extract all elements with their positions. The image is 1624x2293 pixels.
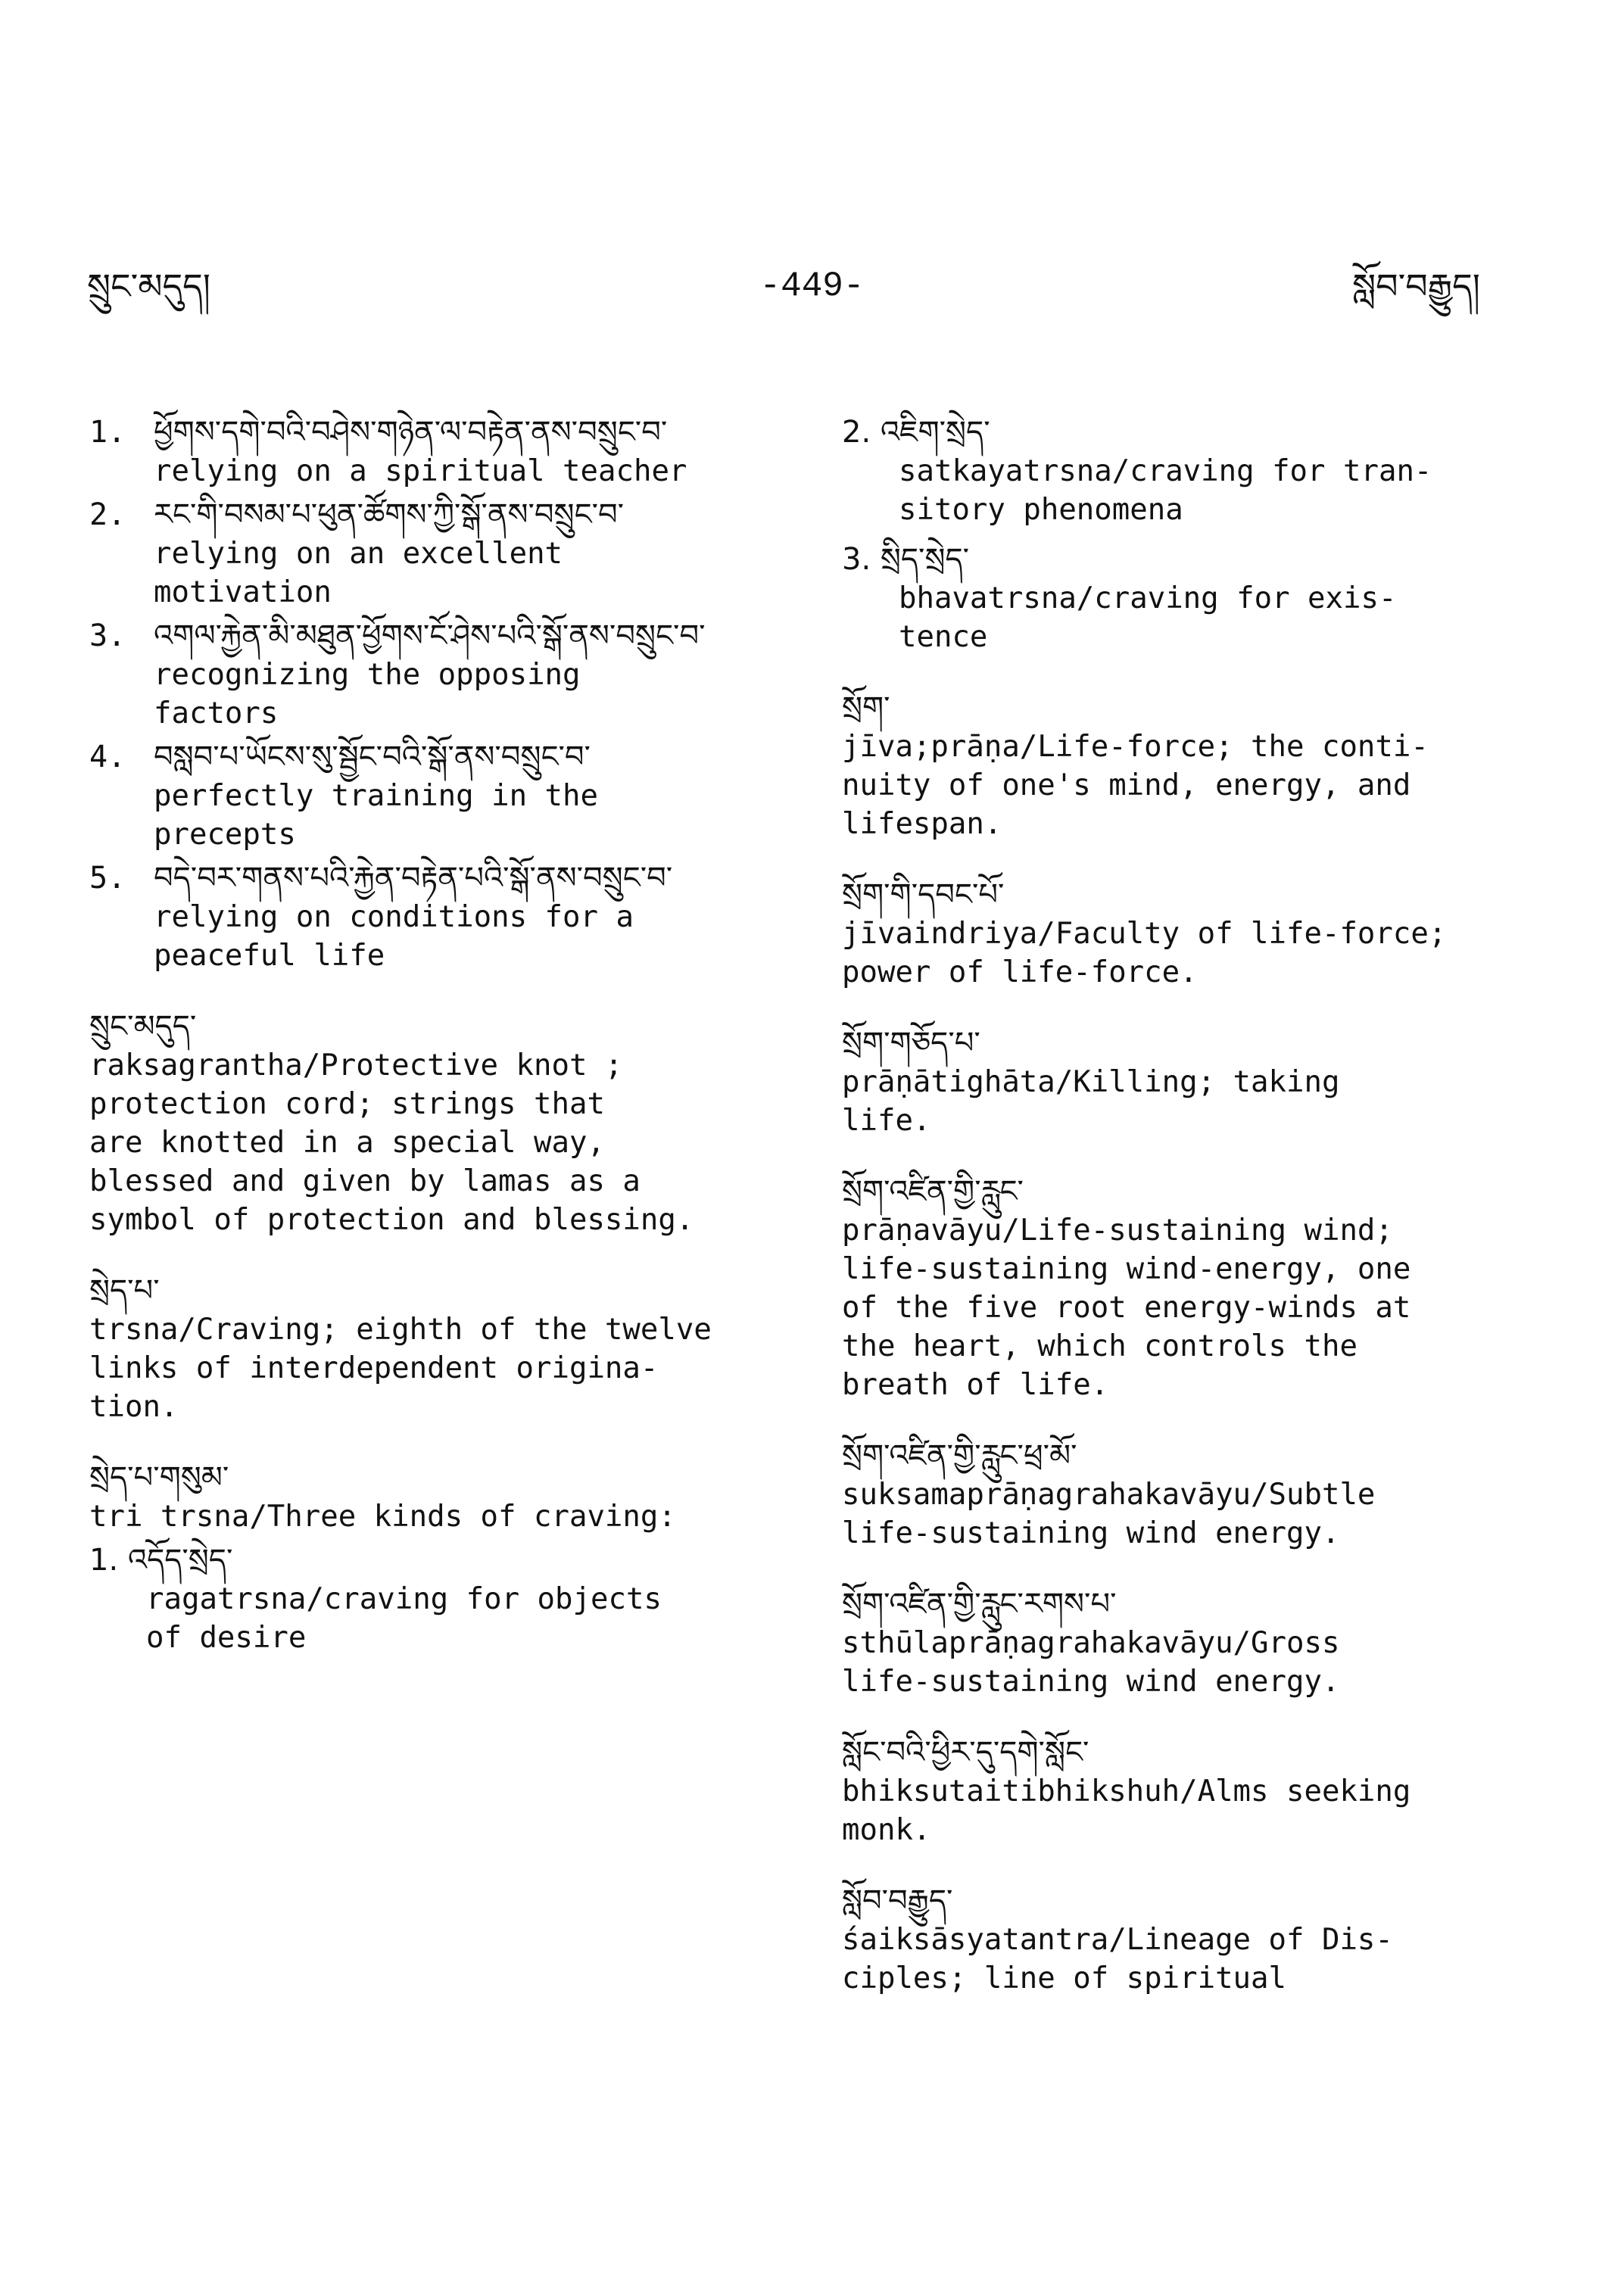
definition: raksagrantha/Protective knot ; protection cord; strings that are knotted in a special way, blessed and given by lamas as a symbol of protection and blessing. — [89, 1048, 694, 1237]
page-number: -449- — [759, 266, 865, 306]
tibetan-term: འགལ་རྐྱེན་མི་མཐུན་ཕྱོགས་ངོ་ཤེས་པའི་སྒོ་ནས་བསྲུང་བ་ — [154, 618, 706, 653]
item-number: 1. — [89, 1543, 119, 1578]
dictionary-entry — [89, 1007, 771, 1239]
list-item — [89, 616, 771, 733]
dictionary-entry — [842, 1436, 1523, 1553]
headword: སྲོག་གཅོད་པ་ — [842, 1026, 980, 1061]
definition: prāṇātighāta/Killing; taking life. — [842, 1065, 1340, 1138]
gloss: relying on an excellent motivation — [154, 537, 563, 609]
tibetan-term-text: འདོད་སྲེད་ — [127, 1543, 233, 1578]
headword: སློབ་བརྒྱུད་ — [842, 1883, 953, 1918]
list-item — [89, 495, 771, 612]
dictionary-entry — [842, 875, 1523, 992]
headword: སྲོག་འཛིན་གྱི་རླུང་ — [842, 1174, 1024, 1209]
dictionary-entry — [89, 1271, 771, 1426]
item-number: 5. — [89, 861, 126, 896]
tibetan-term — [842, 413, 1523, 452]
item-number: 2. — [89, 497, 126, 532]
definition: śaiksāsyatantra/Lineage of Dis- ciples; line of spiritual — [842, 1923, 1393, 1995]
dictionary-entry — [842, 1584, 1523, 1701]
dictionary-entry — [842, 1733, 1523, 1849]
headword: སྲོག་འཛིན་གྱི་རླུང་ཕྲ་མོ་ — [842, 1438, 1077, 1473]
running-head-left: སྲུང་མདུད། — [87, 266, 211, 307]
definition: sthūlaprāṇagrahakavāyu/Gross life-sustaining wind energy. — [842, 1626, 1340, 1699]
tibetan-term-text: སྲིད་སྲེད་ — [880, 542, 970, 577]
definition: jīvaindriya/Faculty of life-force; power of life-force. — [842, 917, 1447, 989]
tibetan-term — [89, 1541, 771, 1580]
gloss: satkayatrsna/craving for tran- sitory phenomena — [899, 454, 1432, 527]
headword: སྲོག་འཛིན་གྱི་རླུང་རགས་པ་ — [842, 1587, 1117, 1622]
item-number: 3. — [89, 618, 126, 653]
left-column — [89, 413, 771, 1662]
gloss: bhavatrsna/craving for exis- tence — [899, 581, 1397, 654]
tibetan-term — [842, 540, 1523, 579]
headword: སྲེད་པ་གསུམ་ — [89, 1460, 229, 1495]
tibetan-term: བསླབ་པ་ཡོངས་སུ་སྦྱོང་བའི་སྒོ་ནས་བསྲུང་བ་ — [154, 740, 591, 774]
list-item — [842, 540, 1523, 656]
gloss: recognizing the opposing factors — [154, 658, 581, 731]
right-column — [842, 413, 1523, 2030]
gloss: relying on conditions for a peaceful life — [154, 900, 634, 973]
headword: སྲོག་གི་དབང་པོ་ — [842, 877, 1005, 912]
tibetan-term-text: འཇིག་སྲེད་ — [880, 415, 990, 450]
headword: སྲུང་མདུད་ — [89, 1009, 197, 1044]
item-number: 4. — [89, 740, 126, 774]
dictionary-entry — [842, 688, 1523, 843]
item-number: 3. — [842, 542, 871, 577]
headword: སྲེད་པ་ — [89, 1273, 160, 1308]
dictionary-entry — [89, 1458, 771, 1536]
list-item — [89, 413, 771, 491]
tibetan-term: རང་གི་བསམ་པ་ཕུན་ཚོགས་ཀྱི་སྒོ་ནས་བསྲུང་བ་ — [154, 497, 625, 532]
list-item — [89, 737, 771, 854]
definition: prāṇavāyu/Life-sustaining wind; life-sustaining wind-energy, one of the five root energy-winds at the heart, which controls the breath of life. — [842, 1213, 1411, 1402]
item-number: 1. — [89, 415, 126, 450]
list-item — [842, 413, 1523, 529]
list-item — [89, 1541, 771, 1657]
definition: trsna/Craving; eighth of the twelve links of interdependent origina- tion. — [89, 1313, 712, 1424]
definition: suksamaprāṇagrahakavāyu/Subtle life-sustaining wind energy. — [842, 1478, 1376, 1550]
tibetan-term: བདེ་བར་གནས་པའི་རྐྱེན་བརྟེན་པའི་སྒོ་ནས་བསྲུང་བ་ — [154, 861, 673, 896]
gloss: perfectly training in the precepts — [154, 779, 598, 852]
tibetan-term: ཕྱོགས་དགེ་བའི་བཤེས་གཉེན་ལ་བརྟེན་ནས་བསྲུང་བ་ — [154, 415, 668, 450]
headword: སློང་བའི་ཕྱིར་དུ་དགེ་སློང་ — [842, 1735, 1089, 1770]
definition: bhiksutaitibhikshuh/Alms seeking monk. — [842, 1774, 1411, 1847]
dictionary-entry — [842, 1023, 1523, 1140]
gloss: relying on a spiritual teacher — [154, 454, 687, 488]
running-head-right: སློབ་བརྒྱུད། — [1352, 266, 1480, 307]
dictionary-entry — [842, 1881, 1523, 1998]
list-item — [89, 858, 771, 975]
definition: jīva;prāṇa/Life-force; the conti- nuity of one's mind, energy, and lifespan. — [842, 730, 1429, 841]
item-number: 2. — [842, 415, 871, 450]
dictionary-entry — [842, 1172, 1523, 1404]
headword: སྲོག་ — [842, 690, 890, 725]
definition: tri trsna/Three kinds of craving: — [89, 1500, 676, 1534]
gloss: ragatrsna/craving for objects of desire — [146, 1582, 662, 1655]
